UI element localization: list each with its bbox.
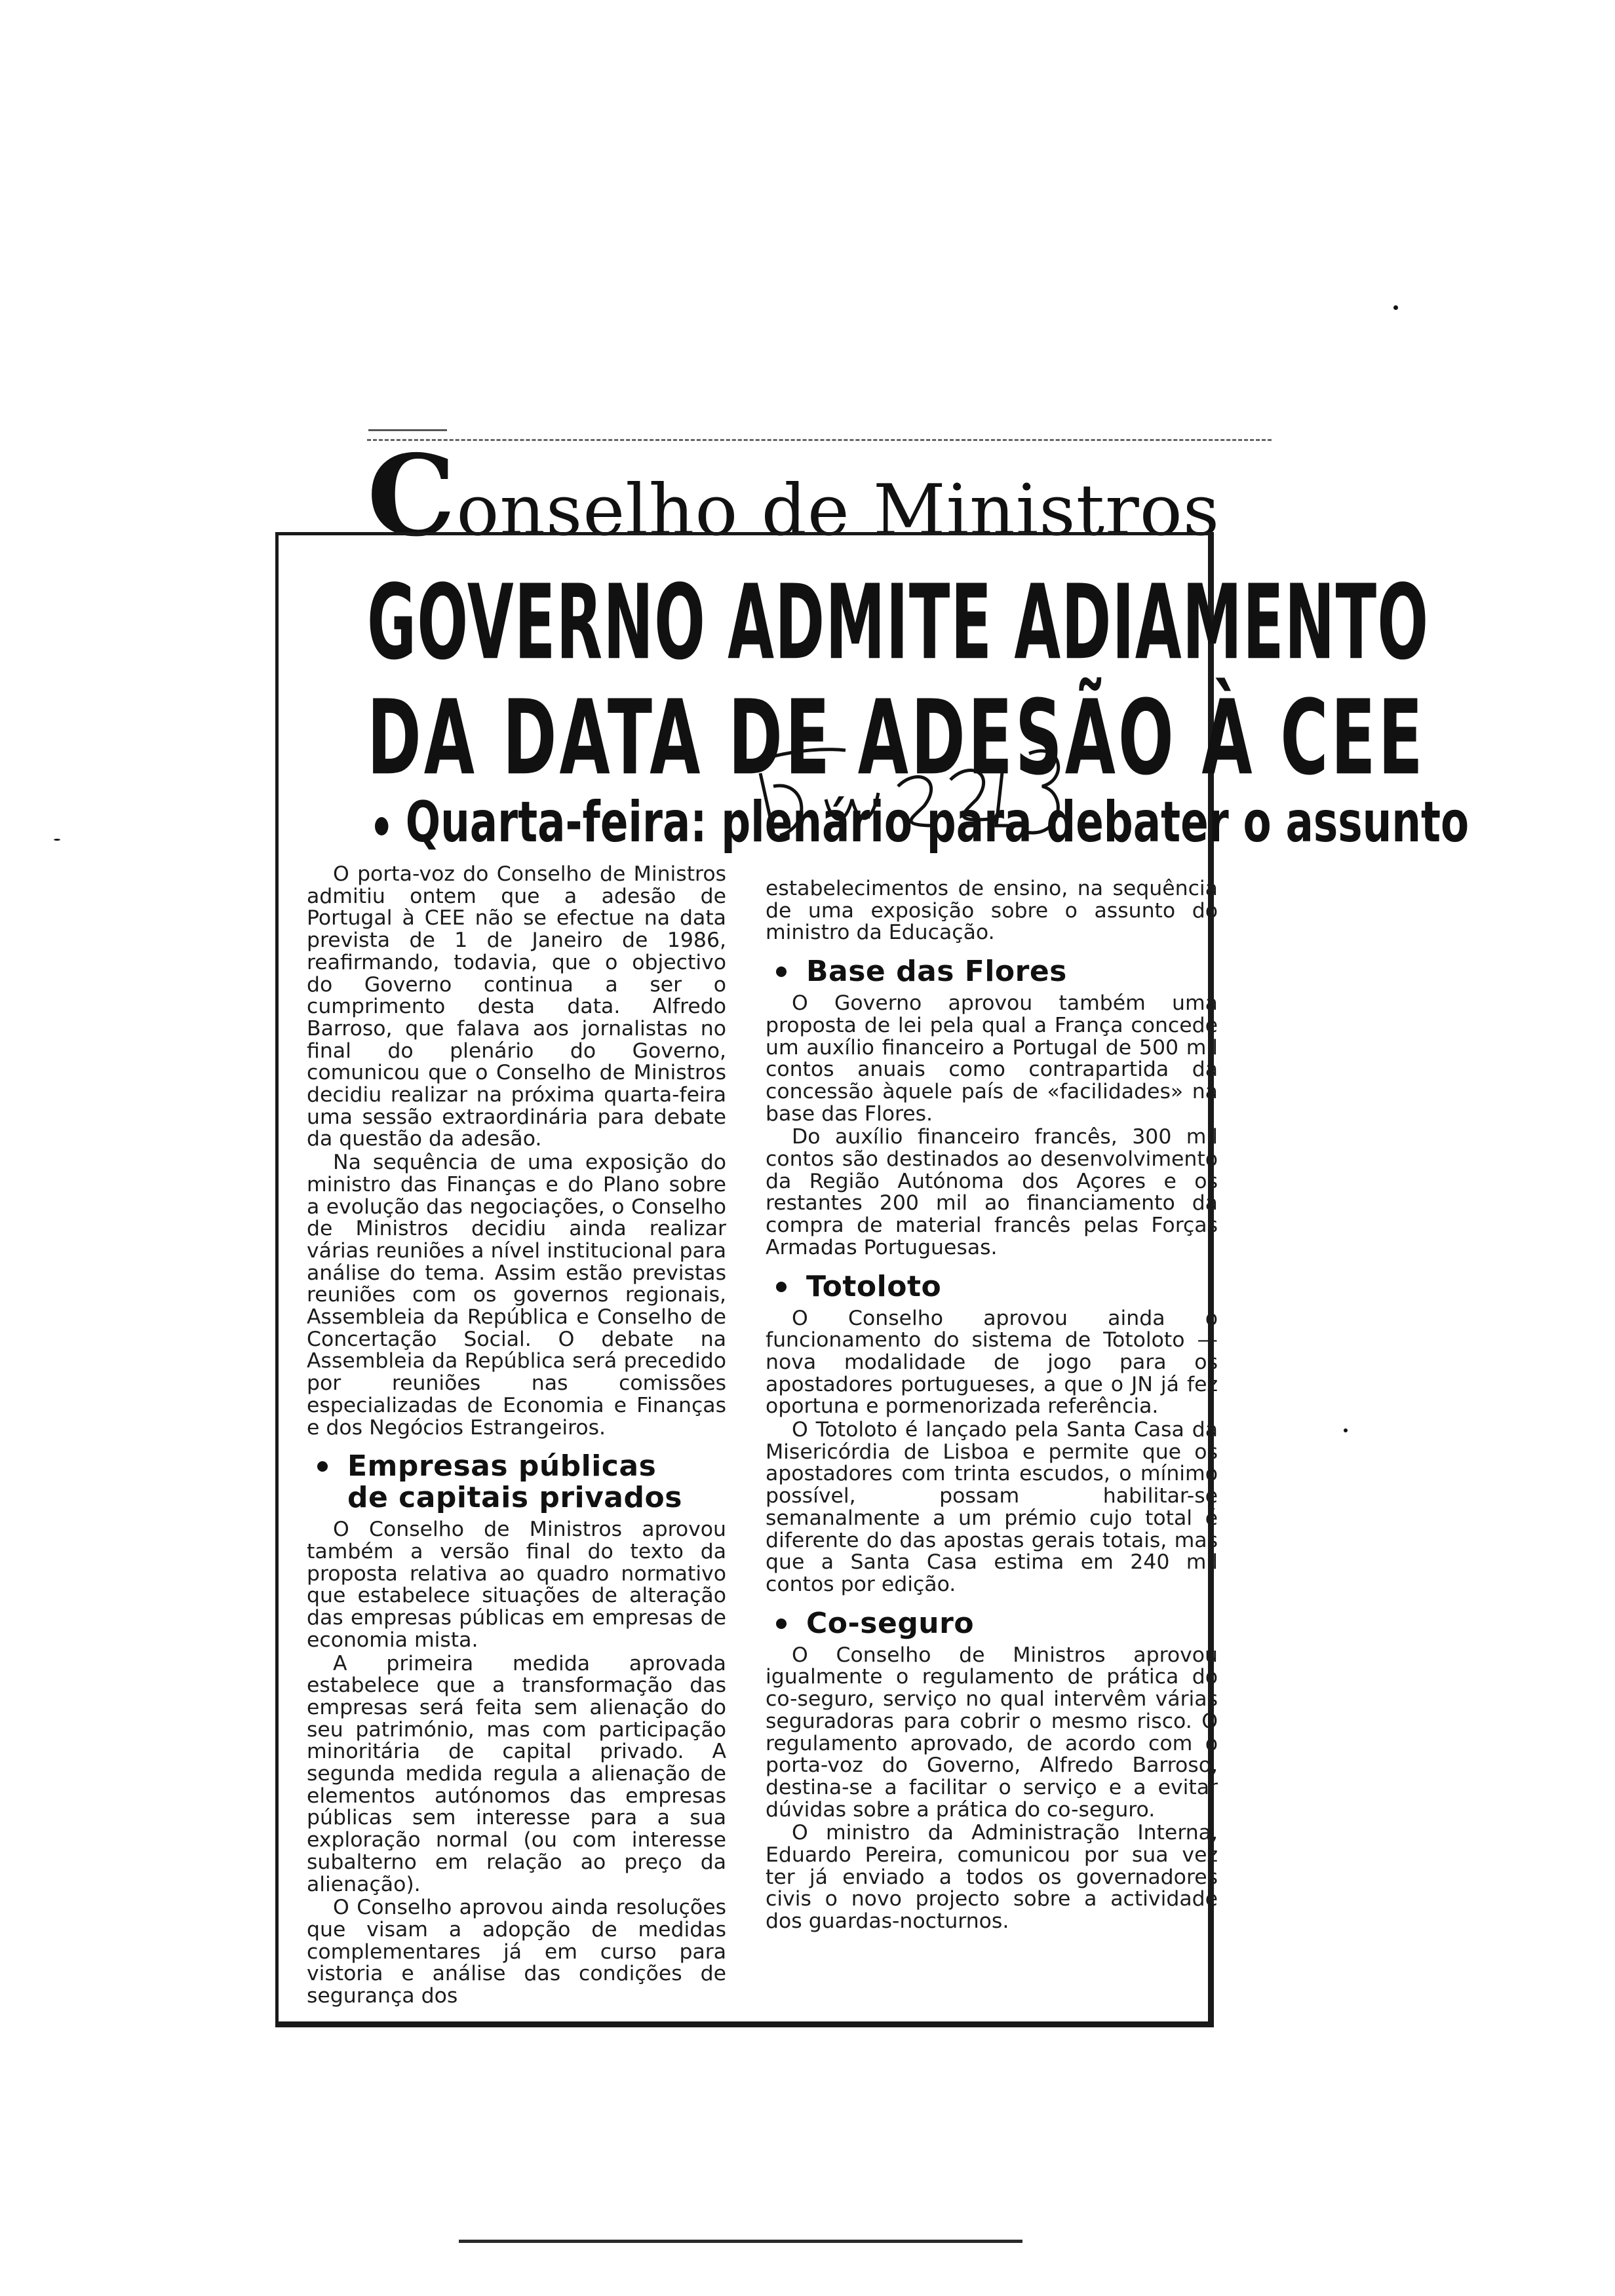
- column-right: [766, 878, 1218, 1934]
- subheadline-text: Quarta-feira: plenário para debater o assunto: [405, 790, 1469, 855]
- paragraph: A primeira medida aprovada estabelece que a transformação das empresas será feita sem alienação do seu património, mas com participação minoritária de capital privado. A segunda medida regula a alienação de elementos autónomos das empresas públicas sem interesse para a sua exploração normal (ou com interesse subalterno em relação ao preço da alienação).: [307, 1651, 726, 1896]
- section-title: Co-seguro: [806, 1606, 975, 1640]
- section-title-line-2: de capitais privados: [347, 1481, 682, 1515]
- masthead-texture: [367, 439, 1272, 480]
- section-title: Totoloto: [806, 1269, 942, 1303]
- paragraph: O Conselho aprovou ainda resoluções que visam a adopção de medidas complementares já em curso para vistoria e análise das condições de segurança dos: [307, 1896, 726, 2008]
- paragraph: O Conselho de Ministros aprovou igualmente o regulamento de prática do co-seguro, serviço no qual intervêm várias seguradoras para cobrir o mesmo risco. O regulamento aprovado, de acordo com o porta-voz do Governo, Alfredo Barroso, destina-se a facilitar o serviço e a evitar dúvidas sobre a prática do co-seguro.: [766, 1643, 1218, 1822]
- paragraph-continuation: estabelecimentos de ensino, na sequência de uma exposição sobre o assunto do ministro da Educação.: [766, 877, 1218, 945]
- scan-line-top: [368, 429, 447, 431]
- bullet-icon: [776, 1618, 787, 1629]
- section-title: Base das Flores: [806, 955, 1067, 989]
- paragraph: Na sequência de uma exposição do ministro das Finanças e do Plano sobre a evolução das negociações, o Conselho de Ministros decidiu ainda realizar várias reuniões a nível institucional para análise do tema. Assim estão previstas reuniões com os governos regionais, Assembleia da República e Conselho de Concertação Social. O debate na Assembleia da República será precedido por reuniões nas comissões especializadas de Economia e Finanças e dos Negócios Estrangeiros.: [307, 1151, 726, 1440]
- scan-line-bottom: [459, 2240, 1022, 2243]
- subheadline: [375, 790, 1469, 855]
- paragraph: Do auxílio financeiro francês, 300 mil contos são destinados ao desenvolvimento da Região Autónoma dos Açores e os restantes 200 mil ao financiamento da compra de material francês pelas Forças Armadas Portuguesas.: [766, 1125, 1218, 1259]
- headline-line-1: GOVERNO ADMITE ADIAMENTO: [367, 563, 1430, 683]
- paragraph: O Governo aprovou também uma proposta de lei pela qual a França concede um auxílio financeiro a Portugal de 500 mil contos anuais como contrapartida da concessão àquele país de «facilidades» na base das Flores.: [766, 991, 1218, 1126]
- headline-line-2: DA DATA DE ADESÃO À CEE: [367, 678, 1426, 799]
- scan-speck: [54, 839, 60, 841]
- masthead-title: Conselho de Ministros: [367, 439, 1220, 554]
- bullet-icon: [776, 1282, 787, 1292]
- column-left: [307, 864, 726, 2009]
- section-title-line-1: Empresas públicas: [347, 1449, 657, 1483]
- bullet-icon: [776, 966, 787, 977]
- paragraph: O Conselho aprovou ainda o funcionamento do sistema de Totoloto — nova modalidade de jogo para os apostadores portugueses, a que o JN já fez oportuna e pormenorizada referência.: [766, 1306, 1218, 1419]
- section-heading-empresas: [307, 1451, 726, 1514]
- bullet-icon: [375, 817, 388, 835]
- section-heading-base-das-flores: [766, 956, 1218, 987]
- section-heading-co-seguro: [766, 1608, 1218, 1639]
- paragraph: O porta-voz do Conselho de Ministros admitiu ontem que a adesão de Portugal à CEE não se efectue na data prevista de 1 de Janeiro de 1986, reafirmando, todavia, que o objectivo do Governo continua a ser o cumprimento desta data. Alfredo Barroso, que falava aos jornalistas no final do plenário do Governo, comunicou que o Conselho de Ministros decidiu realizar na próxima quarta-feira uma sessão extraordinária para debate da questão da adesão.: [307, 862, 726, 1151]
- bullet-icon: [317, 1461, 328, 1472]
- scan-speck: [1393, 305, 1398, 310]
- section-heading-totoloto: [766, 1271, 1218, 1303]
- paragraph: O ministro da Administração Interna, Eduardo Pereira, comunicou por sua vez ter já enviado a todos os governadores civis o novo projecto sobre a actividade dos guardas-nocturnos.: [766, 1821, 1218, 1934]
- paragraph: O Totoloto é lançado pela Santa Casa da Misericórdia de Lisboa e permite que os apostadores com trinta escudos, o mínimo possível, possam habilitar-se semanalmente a um prémio cujo total é diferente do das apostas gerais totais, mas que a Santa Casa estima em 240 mil contos por edição.: [766, 1418, 1218, 1596]
- scan-speck: [1344, 1428, 1348, 1432]
- section-title: [347, 1451, 682, 1514]
- paragraph: O Conselho de Ministros aprovou também a versão final do texto da proposta relativa ao quadro normativo que estabelece situações de alteração das empresas públicas em empresas de economia mista.: [307, 1518, 726, 1652]
